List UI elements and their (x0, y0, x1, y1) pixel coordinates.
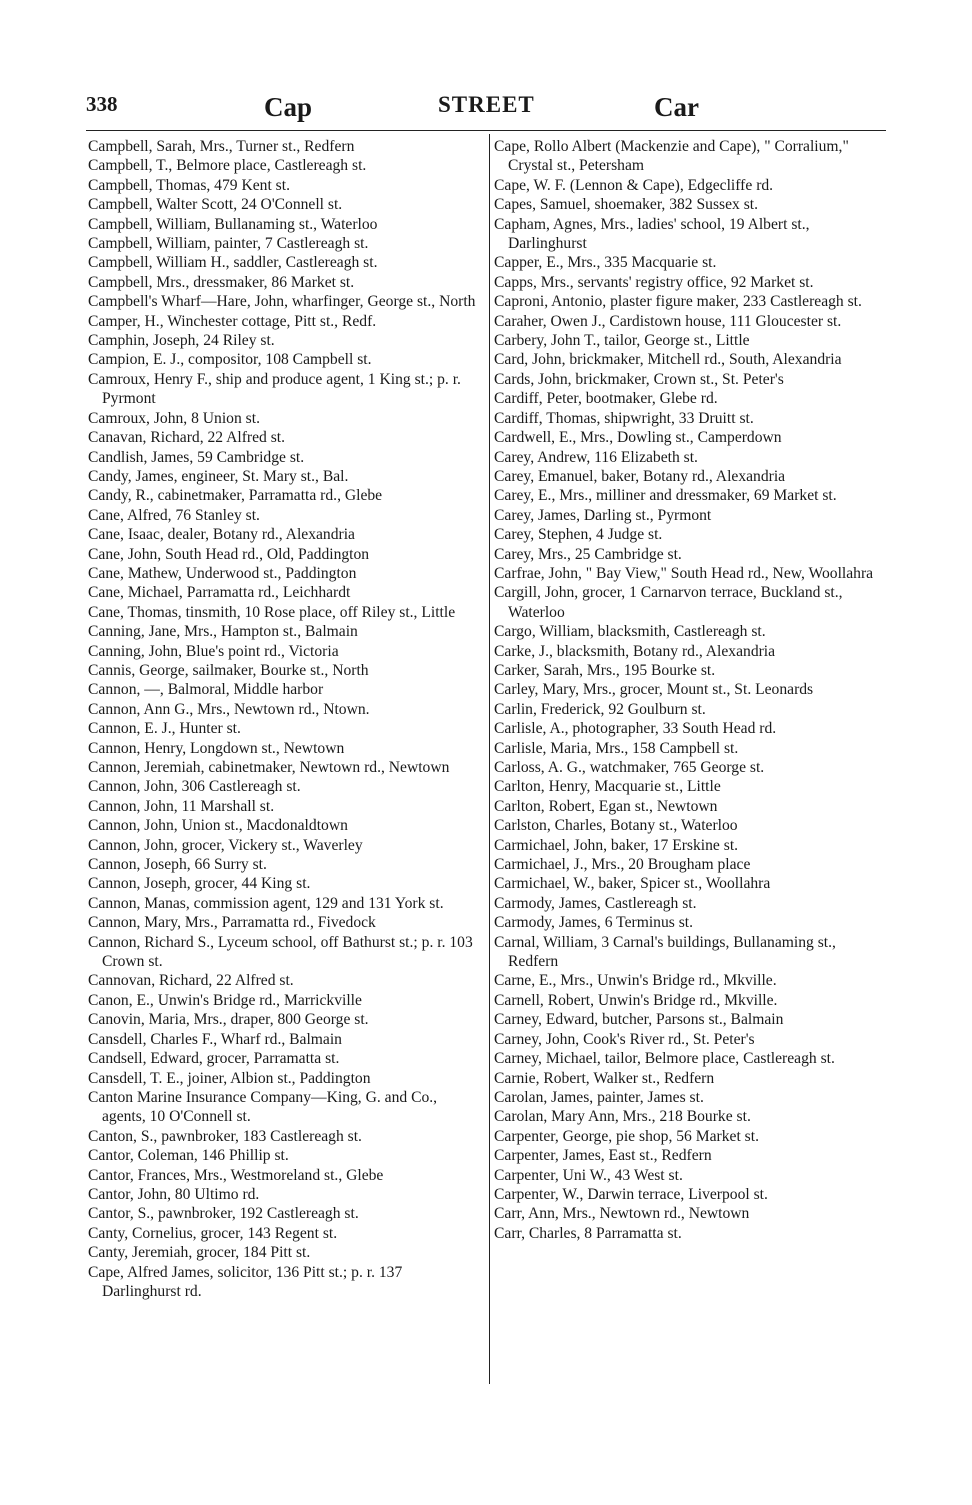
directory-entry: Carley, Mary, Mrs., grocer, Mount st., St. Leonards (494, 681, 814, 699)
directory-entry: Cardiff, Peter, bootmaker, Glebe rd. (494, 390, 718, 408)
page-header (86, 92, 886, 128)
directory-entry: Carolan, Mary Ann, Mrs., 218 Bourke st. (494, 1108, 751, 1126)
directory-entry: Campion, E. J., compositor, 108 Campbell st. (88, 351, 372, 369)
directory-entry: Carmody, James, 6 Terminus st. (494, 914, 694, 932)
directory-entry: Cannon, John, Union st., Macdonaldtown (88, 817, 348, 835)
directory-entry: Carnal, William, 3 Carnal's buildings, Bullanaming st., Redfern (494, 933, 836, 971)
header-rule (86, 130, 886, 131)
directory-entry: Campbell's Wharf—Hare, John, wharfinger, George st., North (88, 293, 476, 311)
directory-entry: Cannon, Manas, commission agent, 129 and 131 York st. (88, 894, 444, 912)
directory-entry: Carpenter, George, pie shop, 56 Market st. (494, 1127, 759, 1145)
directory-entry: Cards, John, brickmaker, Crown st., St. Peter's (494, 370, 784, 388)
directory-entry: Campbell, William, Bullanaming st., Waterloo (88, 215, 378, 233)
directory-entry: Camroux, John, 8 Union st. (88, 409, 260, 427)
column-divider (489, 134, 490, 1384)
directory-entry: Capes, Samuel, shoemaker, 382 Sussex st. (494, 196, 759, 214)
directory-entry: Carmichael, John, baker, 17 Erskine st. (494, 836, 739, 854)
directory-entry: Caproni, Antonio, plaster figure maker, 233 Castlereagh st. (494, 293, 862, 311)
directory-entry: Cannon, Joseph, grocer, 44 King st. (88, 875, 311, 893)
directory-entry: Capps, Mrs., servants' registry office, 92 Market st. (494, 273, 814, 291)
directory-entry: Carpenter, Uni W., 43 West st. (494, 1166, 683, 1184)
directory-entry: Carnie, Robert, Walker st., Redfern (494, 1069, 715, 1087)
directory-entry: Canty, Cornelius, grocer, 143 Regent st. (88, 1224, 338, 1242)
directory-entry: Cane, Thomas, tinsmith, 10 Rose place, off Riley st., Little (88, 603, 456, 621)
center-running-head: STREET (438, 92, 535, 117)
directory-entry: Canton, S., pawnbroker, 183 Castlereagh st. (88, 1127, 362, 1145)
right-column (494, 137, 886, 1243)
directory-entry: Cannon, Jeremiah, cabinetmaker, Newtown rd., Newtown (88, 759, 450, 776)
directory-entry: Cantor, S., pawnbroker, 192 Castlereagh st. (88, 1205, 359, 1223)
directory-entry: Cane, Alfred, 76 Stanley st. (88, 506, 260, 524)
directory-entry: Cansdell, T. E., joiner, Albion st., Paddington (88, 1069, 371, 1087)
directory-entry: Cannon, John, 306 Castlereagh st. (88, 778, 301, 796)
directory-entry: Carlisle, A., photographer, 33 South Head rd. (494, 720, 777, 738)
directory-entry: Cane, Isaac, dealer, Botany rd., Alexandria (88, 526, 355, 544)
directory-entry: Campbell, William, painter, 7 Castlereagh st. (88, 235, 369, 253)
directory-entry: Carker, Sarah, Mrs., 195 Bourke st. (494, 661, 716, 679)
directory-entry: Carnell, Robert, Unwin's Bridge rd., Mkville. (494, 991, 778, 1009)
directory-entry: Carmichael, W., baker, Spicer st., Woollahra (494, 875, 771, 893)
directory-entry: Cane, John, South Head rd., Old, Paddington (88, 545, 370, 563)
directory-entry: Cansdell, Charles F., Wharf rd., Balmain (88, 1030, 342, 1048)
directory-entry: Canty, Jeremiah, grocer, 184 Pitt st. (88, 1244, 311, 1262)
directory-entry: Canon, E., Unwin's Bridge rd., Marrickville (88, 991, 362, 1009)
directory-entry: Cannovan, Richard, 22 Alfred st. (88, 972, 294, 990)
directory-entry: Carey, Emanuel, baker, Botany rd., Alexandria (494, 467, 786, 485)
directory-entry: Card, John, brickmaker, Mitchell rd., South, Alexandria (494, 351, 842, 369)
directory-entry: Cannon, Mary, Mrs., Parramatta rd., Fivedock (88, 914, 376, 932)
directory-entry: Carlton, Robert, Egan st., Newtown (494, 797, 718, 815)
directory-entry: Cargill, John, grocer, 1 Carnarvon terrace, Buckland st., Waterloo (494, 584, 843, 621)
directory-entry: Cardwell, E., Mrs., Dowling st., Camperdown (494, 429, 782, 447)
directory-entry: Cane, Michael, Parramatta rd., Leichhardt (88, 584, 351, 602)
directory-entry: Carbery, John T., tailor, George st., Little (494, 332, 750, 350)
directory-entry: Cape, W. F. (Lennon & Cape), Edgecliffe rd. (494, 176, 774, 194)
directory-entry: Cantor, Frances, Mrs., Westmoreland st., Glebe (88, 1166, 384, 1184)
left-column (88, 137, 480, 1301)
directory-entry: Canovin, Maria, Mrs., draper, 800 George st. (88, 1011, 369, 1029)
directory-entry: Campbell, T., Belmore place, Castlereagh st. (88, 157, 367, 175)
directory-entry: Carfrae, John, " Bay View," South Head rd., New, Woollahra (494, 564, 874, 582)
directory-entry: Carney, John, Cook's River rd., St. Peter's (494, 1030, 755, 1048)
directory-entry: Canton Marine Insurance Company—King, G. and Co., agents, 10 O'Connell st. (88, 1088, 438, 1126)
directory-entry: Candlish, James, 59 Cambridge st. (88, 448, 305, 466)
directory-entry: Carolan, James, painter, James st. (494, 1088, 704, 1106)
directory-entry: Cape, Rollo Albert (Mackenzie and Cape), " Corralium," Crystal st., Petersham (494, 138, 849, 175)
directory-entry: Carey, James, Darling st., Pyrmont (494, 506, 712, 524)
directory-entry: Camroux, Henry F., ship and produce agent, 1 King st.; p. r. Pyrmont (88, 370, 461, 408)
directory-entry: Carney, Edward, butcher, Parsons st., Balmain (494, 1011, 784, 1029)
directory-entry: Cane, Mathew, Underwood st., Paddington (88, 564, 357, 582)
directory-entry: Candy, James, engineer, St. Mary st., Bal. (88, 467, 349, 485)
directory-entry: Cannon, Richard S., Lyceum school, off Bathurst st.; p. r. 103 Crown st. (88, 933, 473, 971)
directory-entry: Cannon, Henry, Longdown st., Newtown (88, 739, 345, 757)
directory-entry: Carr, Charles, 8 Parramatta st. (494, 1224, 682, 1242)
directory-entry: Carr, Ann, Mrs., Newtown rd., Newtown (494, 1205, 750, 1223)
directory-entry: Carlston, Charles, Botany st., Waterloo (494, 817, 738, 835)
directory-entry: Carey, Mrs., 25 Cambridge st. (494, 545, 682, 563)
directory-entry: Canning, Jane, Mrs., Hampton st., Balmain (88, 623, 358, 641)
directory-entry: Campbell, Mrs., dressmaker, 86 Market st. (88, 273, 355, 291)
directory-entry: Carlin, Frederick, 92 Goulburn st. (494, 700, 706, 718)
directory-entry: Carloss, A. G., watchmaker, 765 George st. (494, 759, 765, 776)
directory-entry: Campbell, Sarah, Mrs., Turner st., Redfern (88, 138, 355, 155)
directory-entry: Cardiff, Thomas, shipwright, 33 Druitt st. (494, 409, 754, 427)
directory-entry: Carpenter, James, East st., Redfern (494, 1147, 712, 1165)
directory-entry: Carmichael, J., Mrs., 20 Brougham place (494, 856, 751, 874)
directory-entry: Cannon, John, 11 Marshall st. (88, 797, 275, 815)
directory-entry: Cantor, Coleman, 146 Phillip st. (88, 1147, 289, 1165)
directory-entry: Cannon, E. J., Hunter st. (88, 720, 241, 738)
directory-entry: Camper, H., Winchester cottage, Pitt st., Redf. (88, 312, 377, 330)
directory-entry: Cantor, John, 80 Ultimo rd. (88, 1185, 260, 1203)
directory-entry: Cannis, George, sailmaker, Bourke st., North (88, 661, 369, 679)
directory-entry: Camphin, Joseph, 24 Riley st. (88, 332, 275, 350)
directory-entry: Carey, E., Mrs., milliner and dressmaker, 69 Market st. (494, 487, 837, 505)
directory-entry: Campbell, William H., saddler, Castlereagh st. (88, 254, 378, 272)
directory-entry: Campbell, Walter Scott, 24 O'Connell st. (88, 196, 343, 214)
directory-entry: Candsell, Edward, grocer, Parramatta st. (88, 1050, 340, 1068)
directory-entry: Capper, E., Mrs., 335 Macquarie st. (494, 254, 717, 272)
directory-entry: Caraher, Owen J., Cardistown house, 111 Gloucester st. (494, 312, 842, 330)
directory-entry: Carney, Michael, tailor, Belmore place, Castlereagh st. (494, 1050, 835, 1068)
page-number: 338 (86, 92, 118, 116)
directory-entry: Carlisle, Maria, Mrs., 158 Campbell st. (494, 739, 739, 757)
right-running-head: Car (654, 92, 699, 122)
left-running-head: Cap (264, 92, 313, 122)
directory-entry: Cargo, William, blacksmith, Castlereagh st. (494, 623, 766, 641)
directory-entry: Candy, R., cabinetmaker, Parramatta rd., Glebe (88, 487, 383, 505)
directory-entry: Carpenter, W., Darwin terrace, Liverpool st. (494, 1185, 768, 1203)
directory-entry: Carne, E., Mrs., Unwin's Bridge rd., Mkville. (494, 972, 777, 990)
directory-entry: Carke, J., blacksmith, Botany rd., Alexandria (494, 642, 776, 660)
directory-entry: Carey, Stephen, 4 Judge st. (494, 526, 663, 544)
directory-entry: Capham, Agnes, Mrs., ladies' school, 19 Albert st., Darlinghurst (494, 215, 810, 253)
directory-entry: Cannon, —, Balmoral, Middle harbor (88, 681, 324, 699)
directory-entry: Cannon, Joseph, 66 Surry st. (88, 856, 267, 874)
directory-entry: Campbell, Thomas, 479 Kent st. (88, 176, 290, 194)
directory-entry: Cannon, John, grocer, Vickery st., Waverley (88, 836, 363, 854)
directory-entry: Canning, John, Blue's point rd., Victoria (88, 642, 339, 660)
directory-entry: Canavan, Richard, 22 Alfred st. (88, 429, 286, 447)
directory-entry: Cape, Alfred James, solicitor, 136 Pitt st.; p. r. 137 Darlinghurst rd. (88, 1263, 403, 1300)
directory-entry: Carmody, James, Castlereagh st. (494, 894, 697, 912)
directory-entry: Cannon, Ann G., Mrs., Newtown rd., Ntown. (88, 700, 370, 718)
directory-entry: Carey, Andrew, 116 Elizabeth st. (494, 448, 698, 466)
directory-entry: Carlton, Henry, Macquarie st., Little (494, 778, 721, 796)
